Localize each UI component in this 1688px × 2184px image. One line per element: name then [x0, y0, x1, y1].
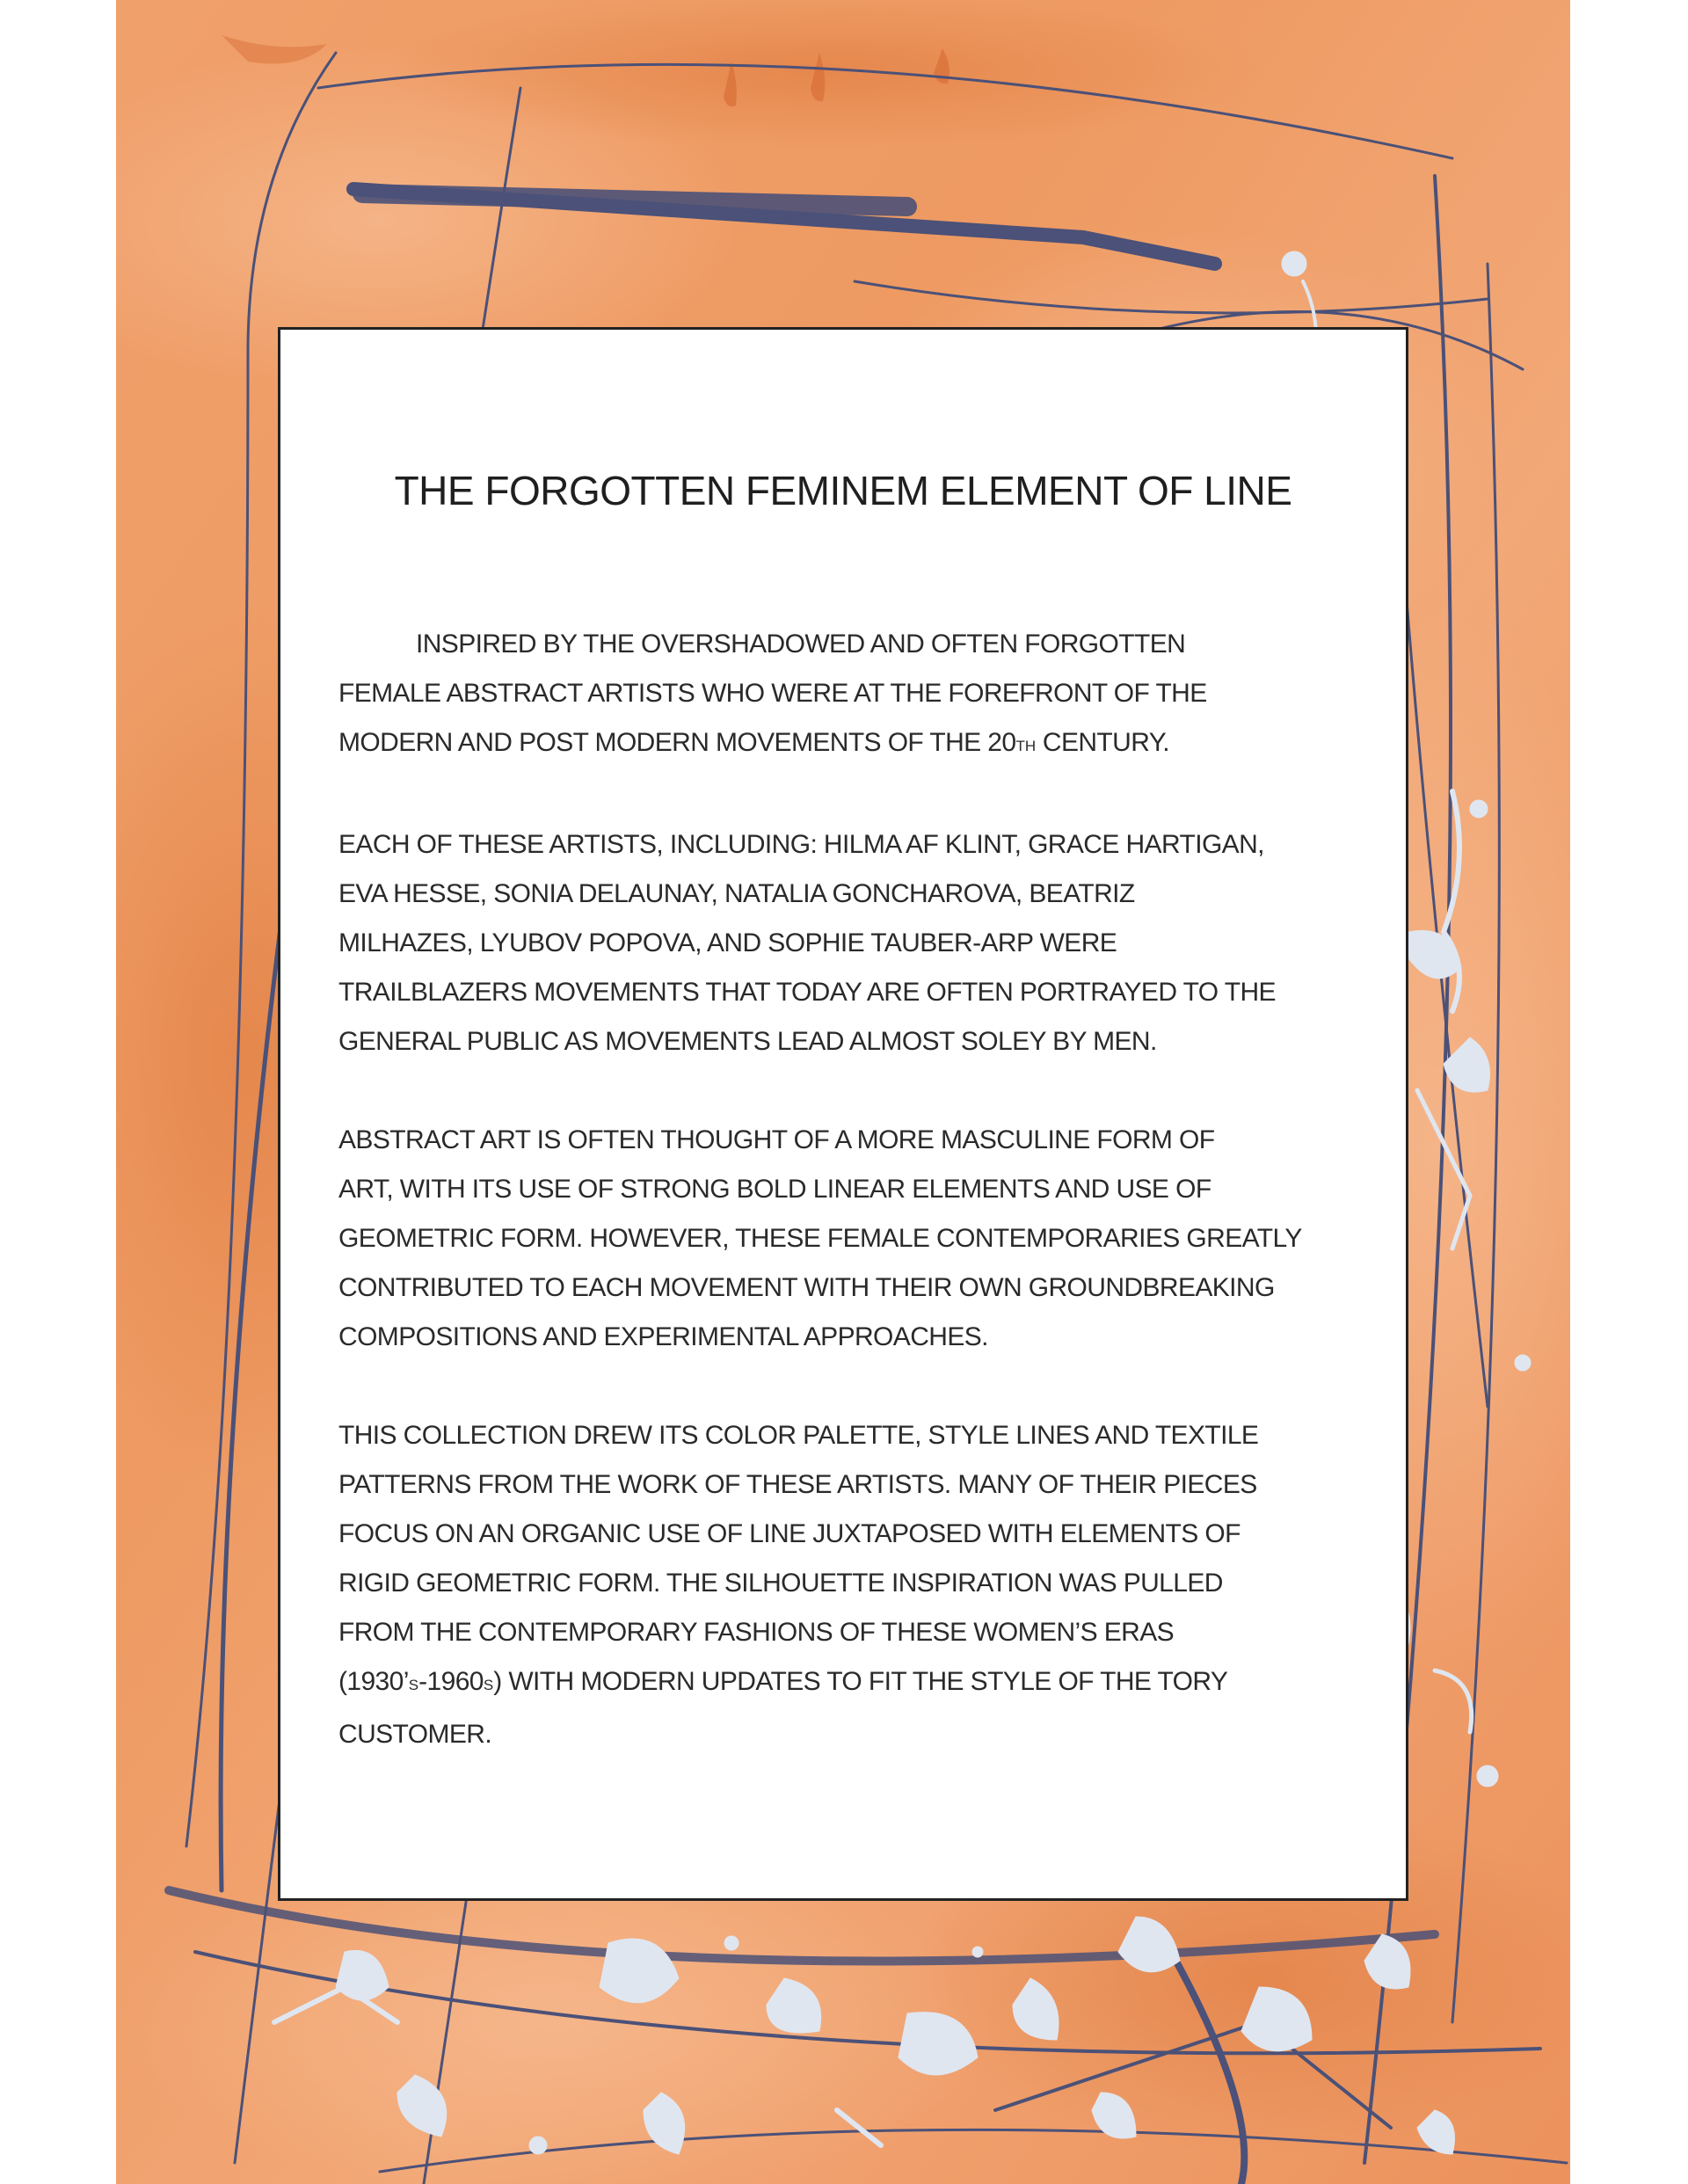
page-title: THE FORGOTTEN FEMINEM ELEMENT OF LINE — [394, 468, 1292, 513]
paragraph-line: INSPIRED BY THE OVERSHADOWED AND OFTEN FORGOTTEN — [416, 630, 1186, 659]
small-caps-s: S — [483, 1677, 494, 1693]
paragraph-line: ABSTRACT ART IS OFTEN THOUGHT OF A MORE MASCULINE FORM OF — [338, 1125, 1215, 1154]
paragraph-4 — [338, 1411, 1376, 1759]
paragraph-line: FROM THE CONTEMPORARY FASHIONS OF THESE WOMEN’S ERAS — [338, 1618, 1175, 1647]
paragraph-line: (1930’S-1960S) WITH MODERN UPDATES TO FIT THE STYLE OF THE TORY — [338, 1667, 1228, 1696]
paragraph-line: MODERN AND POST MODERN MOVEMENTS OF THE 20TH CENTURY. — [338, 728, 1170, 757]
text-panel — [278, 327, 1408, 1901]
paragraph-line: COMPOSITIONS AND EXPERIMENTAL APPROACHES. — [338, 1322, 988, 1351]
paragraph-line: EVA HESSE, SONIA DELAUNAY, NATALIA GONCHAROVA, BEATRIZ — [338, 879, 1135, 908]
paragraph-line: RIGID GEOMETRIC FORM. THE SILHOUETTE INSPIRATION WAS PULLED — [338, 1569, 1223, 1598]
paragraph-2 — [338, 820, 1376, 1067]
paragraph-1 — [338, 620, 1376, 771]
small-caps-s: S — [408, 1677, 419, 1693]
paragraph-line: ART, WITH ITS USE OF STRONG BOLD LINEAR ELEMENTS AND USE OF — [338, 1175, 1211, 1204]
paragraph-line: GEOMETRIC FORM. HOWEVER, THESE FEMALE CONTEMPORARIES GREATLY — [338, 1224, 1302, 1253]
paragraph-line: FEMALE ABSTRACT ARTISTS WHO WERE AT THE FOREFRONT OF THE — [338, 679, 1207, 708]
paragraph-line: GENERAL PUBLIC AS MOVEMENTS LEAD ALMOST SOLEY BY MEN. — [338, 1027, 1157, 1056]
paragraph-line: PATTERNS FROM THE WORK OF THESE ARTISTS. MANY OF THEIR PIECES — [338, 1470, 1257, 1499]
paragraph-line: CONTRIBUTED TO EACH MOVEMENT WITH THEIR OWN GROUNDBREAKING — [338, 1273, 1275, 1302]
paragraph-line: FOCUS ON AN ORGANIC USE OF LINE JUXTAPOSED WITH ELEMENTS OF — [338, 1519, 1241, 1548]
paragraph-line: EACH OF THESE ARTISTS, INCLUDING: HILMA AF KLINT, GRACE HARTIGAN, — [338, 830, 1264, 859]
paragraph-3 — [338, 1116, 1376, 1362]
paragraph-line: CUSTOMER. — [338, 1720, 492, 1749]
superscript-th: TH — [1015, 738, 1037, 754]
body-text — [338, 620, 1376, 1809]
paragraph-line: MILHAZES, LYUBOV POPOVA, AND SOPHIE TAUBER-ARP WERE — [338, 928, 1117, 957]
paragraph-line: THIS COLLECTION DREW ITS COLOR PALETTE, STYLE LINES AND TEXTILE — [338, 1421, 1259, 1450]
paragraph-line: TRAILBLAZERS MOVEMENTS THAT TODAY ARE OFTEN PORTRAYED TO THE — [338, 978, 1276, 1007]
